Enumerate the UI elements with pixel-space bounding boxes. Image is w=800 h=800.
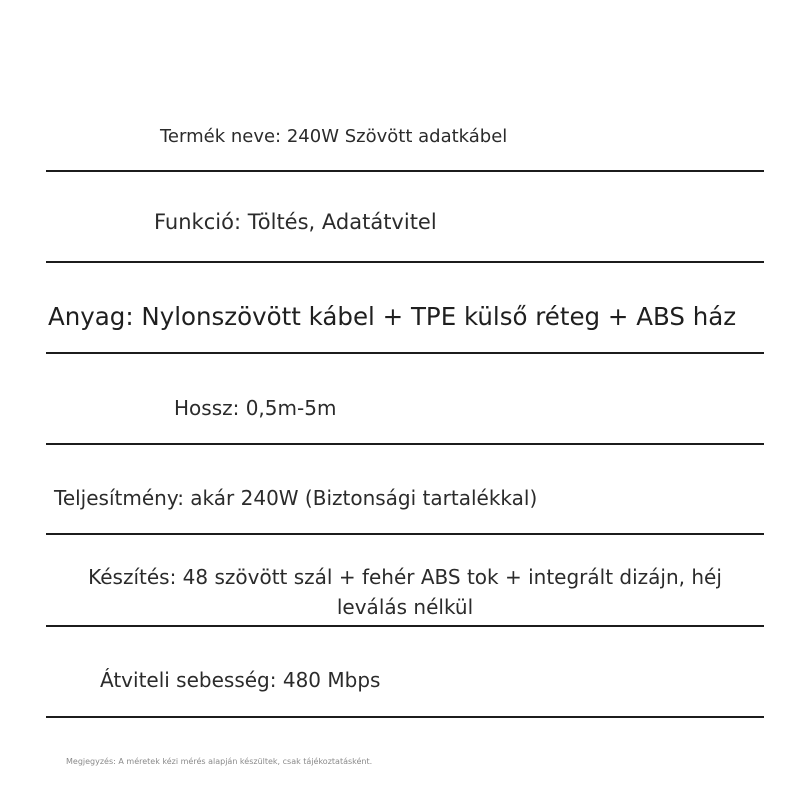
footnote: Megjegyzés: A méretek kézi mérés alapján készültek, csak tájékoztatásként. <box>66 757 373 766</box>
spec-product-name: Termék neve: 240W Szövött adatkábel <box>160 126 508 147</box>
spec-row-length <box>46 384 764 445</box>
spec-material: Anyag: Nylonszövött kábel + TPE külső réteg + ABS ház <box>48 302 737 331</box>
spec-row-power <box>46 474 764 535</box>
divider <box>46 170 764 172</box>
divider <box>46 352 764 354</box>
divider <box>46 261 764 263</box>
spec-function: Funkció: Töltés, Adatátvitel <box>154 210 437 234</box>
spec-construction: Készítés: 48 szövött szál + fehér ABS tok + integrált dizájn, héj leválás nélkül <box>88 565 722 619</box>
divider <box>46 533 764 535</box>
spec-speed: Átviteli sebesség: 480 Mbps <box>100 668 381 692</box>
spec-row-speed <box>46 656 764 718</box>
spec-row-material <box>46 290 764 354</box>
spec-length: Hossz: 0,5m-5m <box>174 396 337 420</box>
spec-row-function <box>46 200 764 263</box>
divider <box>46 625 764 627</box>
divider <box>46 716 764 718</box>
spec-row-product-name <box>46 120 764 172</box>
divider <box>46 443 764 445</box>
spec-row-construction <box>46 560 764 627</box>
spec-power: Teljesítmény: akár 240W (Biztonsági tartalékkal) <box>54 486 538 510</box>
